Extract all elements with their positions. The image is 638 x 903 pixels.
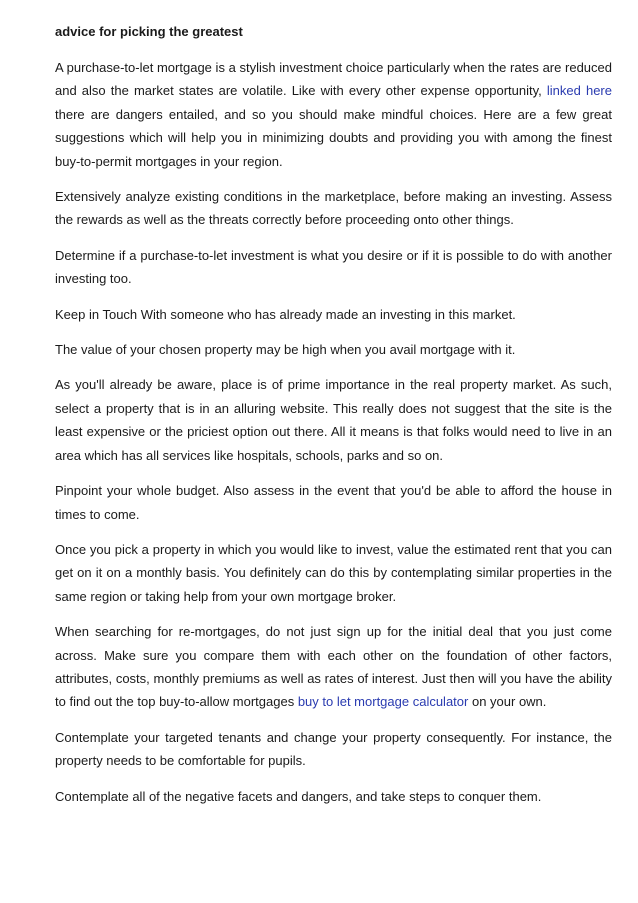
paragraph-text: When searching for re-mortgages, do not just sign up for the initial deal that you just come across. Make sure you compare them with each other on the foundation of other factors, attributes, costs, monthly premiums as well as rates of interest. Just then will you have the ability to find out the top buy-to-allow mortgages <box>55 624 612 710</box>
paragraph-text: A purchase-to-let mortgage is a stylish investment choice particularly when the rates are reduced and also the market states are volatile. Like with every other expense opportunity, <box>55 60 612 99</box>
paragraph-tenants: Contemplate your targeted tenants and change your property consequently. For instance, the property needs to be comfortable for pupils. <box>55 729 612 769</box>
document-page <box>55 20 612 820</box>
paragraph-dangers: Contemplate all of the negative facets and dangers, and take steps to conquer them. <box>55 788 542 804</box>
paragraph-keep-in-touch: Keep in Touch With someone who has already made an investing in this market. <box>55 306 516 322</box>
paragraph-budget: Pinpoint your whole budget. Also assess in the event that you'd be able to afford the house in times to come. <box>55 483 612 522</box>
paragraph-rent: Once you pick a property in which you would like to invest, value the estimated rent that you can get on it on a monthly basis. You definitely can do this by contemplating similar properties in the same region or taking help from your own mortgage broker. <box>55 541 612 604</box>
linked-here-link[interactable]: linked here <box>546 83 612 99</box>
paragraph-intro <box>55 56 612 173</box>
mortgage-calculator-link[interactable]: buy to let mortgage calculator <box>297 694 469 710</box>
document-title: advice for picking the greatest <box>55 24 243 39</box>
paragraph-remortgages <box>55 620 612 714</box>
paragraph-location: As you'll already be aware, place is of prime importance in the real property market. As such, select a property that is in an alluring website. This really does not suggest that the site is the least expensive or the priciest option out there. All it means is that folks would need to live in an area which has all services like hospitals, schools, parks and so on. <box>55 377 612 463</box>
paragraph-value: The value of your chosen property may be high when you avail mortgage with it. <box>55 342 516 358</box>
paragraph-text: on your own. <box>468 694 547 710</box>
paragraph-analyze: Extensively analyze existing conditions in the marketplace, before making an investing. Assess the rewards as well as the threats correctly before proceeding onto other things. <box>55 189 612 228</box>
paragraph-text: there are dangers entailed, and so you should make mindful choices. Here are a few great suggestions which will help you in minimizing doubts and providing you with among the finest buy-to-permit mortgages in your region. <box>55 106 612 169</box>
paragraph-determine: Determine if a purchase-to-let investment is what you desire or if it is possible to do with another investing too. <box>55 247 612 287</box>
